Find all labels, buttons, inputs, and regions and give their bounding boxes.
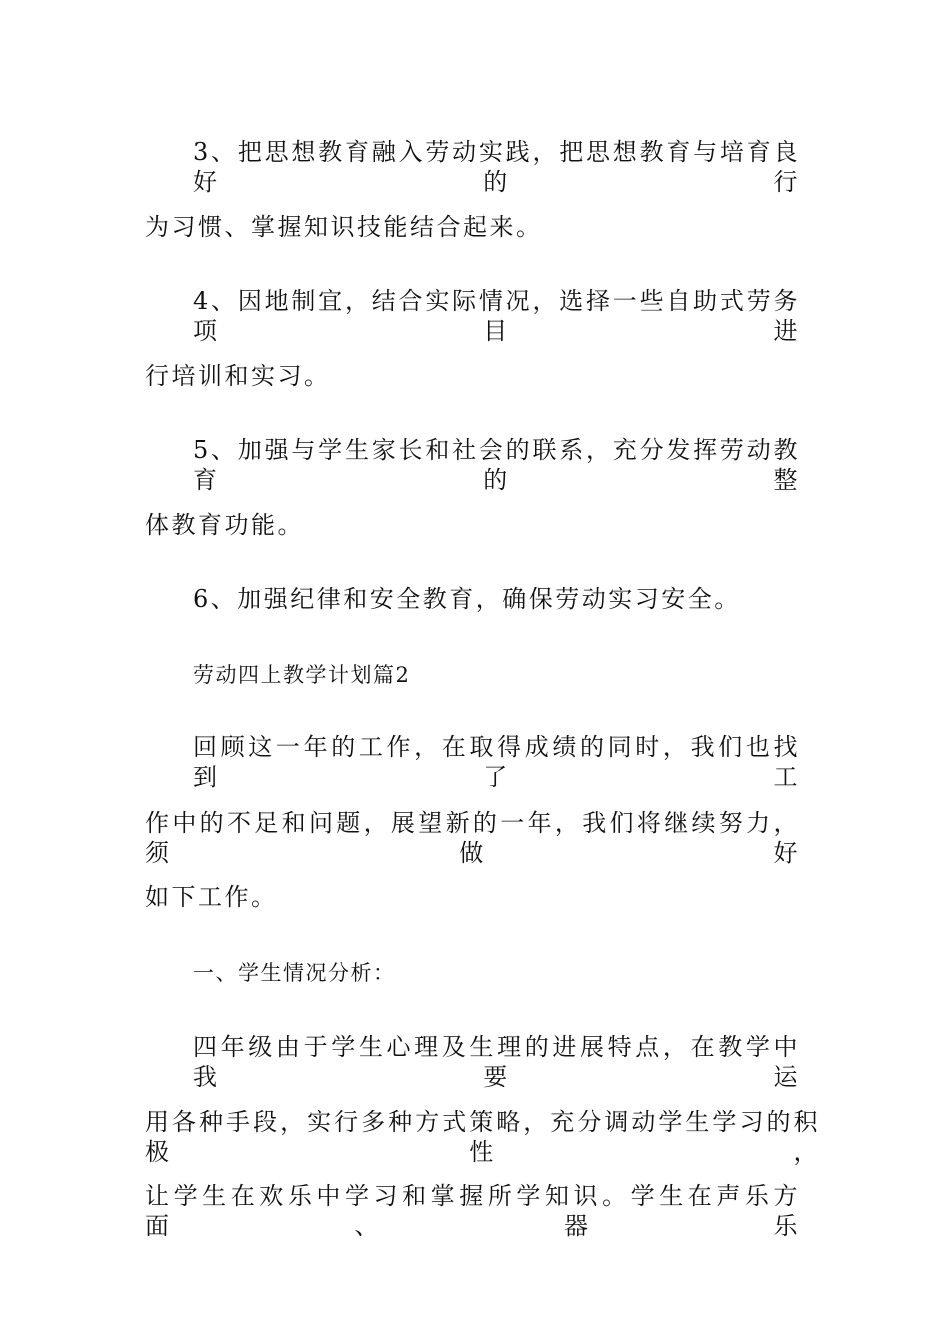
paragraph-line: 四年级由于学生心理及生理的进展特点，在教学中我要运 bbox=[193, 1033, 800, 1091]
paragraph-line: 作中的不足和问题，展望新的一年，我们将继续努力，须做好 bbox=[145, 809, 800, 867]
paragraph-line: 体教育功能。 bbox=[145, 511, 304, 539]
paragraph-line: 4、因地制宜，结合实际情况，选择一些自助式劳务项目进 bbox=[193, 287, 800, 345]
paragraph-line: 3、把思想教育融入劳动实践，把思想教育与培育良好的行 bbox=[193, 138, 800, 196]
paragraph-line: 用各种手段，实行多种方式策略，充分调动学生学习的积极性， bbox=[145, 1108, 820, 1166]
section-heading: 劳动四上教学计划篇2 bbox=[193, 663, 411, 687]
paragraph-line: 5、加强与学生家长和社会的联系，充分发挥劳动教育的整 bbox=[193, 436, 800, 494]
paragraph-line: 为习惯、掌握知识技能结合起来。 bbox=[145, 213, 543, 241]
paragraph-line: 让学生在欢乐中学习和掌握所学知识。学生在声乐方面、器乐 bbox=[145, 1182, 800, 1240]
paragraph-line: 回顾这一年的工作，在取得成绩的同时，我们也找到了工 bbox=[193, 733, 800, 791]
paragraph-line: 6、加强纪律和安全教育，确保劳动实习安全。 bbox=[193, 585, 741, 613]
section-heading: 一、学生情况分析： bbox=[193, 961, 396, 985]
paragraph-line: 如下工作。 bbox=[145, 883, 278, 911]
paragraph-line: 行培训和实习。 bbox=[145, 362, 331, 390]
